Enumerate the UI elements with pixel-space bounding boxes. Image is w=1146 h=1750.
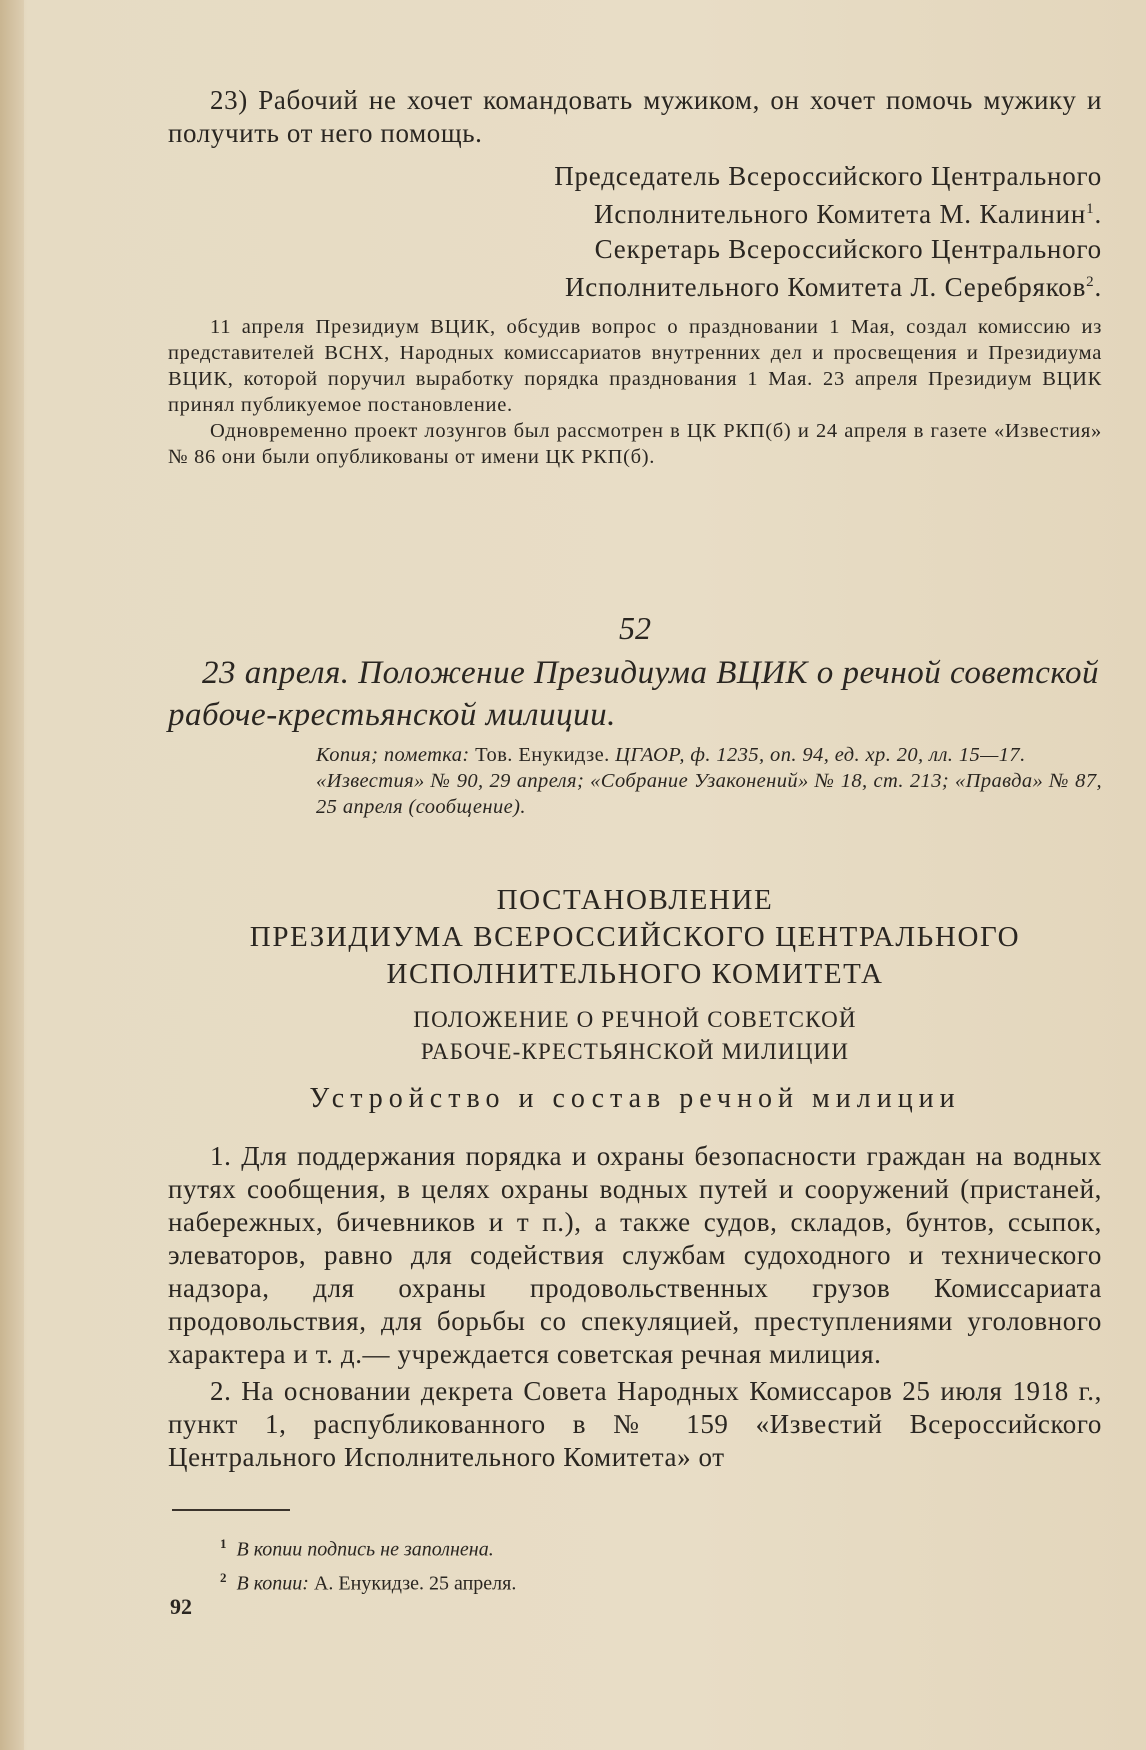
heading-line-3: ИСПОЛНИТЕЛЬНОГО КОМИТЕТА (386, 958, 884, 990)
document-title-block (168, 652, 1102, 736)
editorial-note (168, 314, 1102, 470)
document-title: 23 апреля. Положение Президиума ВЦИК о речной советской рабоче-крестьянской милиции. (168, 655, 1100, 733)
signature-2-line-1: Секретарь Всероссийского Центрального (594, 234, 1102, 264)
editorial-note-2: Одновременно проект лозунгов был рассмотрен в ЦК РКП(б) и 24 апреля в газете «Известия» № 86 они были опубликованы от имени ЦК РКП(б). (168, 420, 1102, 468)
signature-serebryakov (168, 233, 1102, 304)
source-archive: Копия; пометка: Тов. Енукидзе. ЦГАОР, ф. 1235, оп. 94, ед. хр. 20, лл. 15—17. (316, 744, 1026, 766)
signature-kalinin (168, 160, 1102, 231)
point-23-block (168, 84, 1102, 150)
document-number (168, 610, 1102, 647)
point-23-text: 23) Рабочий не хочет командовать мужиком, он хочет помочь мужику и получить от него помощь. (168, 85, 1102, 148)
signature-1-line-2: Исполнительного Комитета М. Калинин$^1$. (594, 199, 1102, 229)
section-title: Устройство и состав речной милиции (309, 1083, 961, 1114)
page-number: 92 (170, 1594, 192, 1619)
source-publications: «Известия» № 90, 29 апреля; «Собрание Узаконений» № 18, ст. 213; «Правда» № 87, 25 апреля (сообщение). (316, 770, 1102, 818)
footnote-divider (172, 1509, 290, 1511)
page-spine-shadow (0, 0, 24, 1750)
footnote-2: $^2$ В копии: А. Енукидзе. 25 апреля. (220, 1569, 517, 1595)
editorial-note-1: 11 апреля Президиум ВЦИК, обсудив вопрос о праздновании 1 Мая, создал комиссию из представителей ВСНХ, Народных комиссариатов внутренних дел и просвещения и Президиума ВЦИК, которой поручил выработку порядка празднования 1 Мая. 23 апреля Президиум ВЦИК принял публикуемое постановление. (168, 316, 1102, 416)
section-heading (168, 1083, 1102, 1115)
subheading-line-2: РАБОЧЕ-КРЕСТЬЯНСКОЙ МИЛИЦИИ (420, 1039, 850, 1064)
footnote-ref-2: 2 (1086, 274, 1095, 290)
decree-subheading (168, 1004, 1102, 1068)
heading-line-2: ПРЕЗИДИУМА ВСЕРОССИЙСКОГО ЦЕНТРАЛЬНОГО (249, 921, 1021, 953)
document-number-text: 52 (619, 610, 651, 646)
signature-2-line-2: Исполнительного Комитета Л. Серебряков$^2$. (565, 272, 1102, 302)
paragraph-2: 2. На основании декрета Совета Народных Комиссаров 25 июля 1918 г., пункт 1, распубликованного в № 159 «Известий Всероссийского Центрального Исполнительного Комитета» от (168, 1376, 1102, 1472)
signature-1-line-1: Председатель Всероссийского Центрального (554, 161, 1102, 191)
document-sources (168, 742, 1102, 820)
footnotes (168, 1530, 1102, 1597)
footnote-1: $^1$ В копии подпись не заполнена. (220, 1536, 494, 1561)
decree-heading (168, 882, 1102, 993)
decree-body (168, 1140, 1102, 1474)
subheading-line-1: ПОЛОЖЕНИЕ О РЕЧНОЙ СОВЕТСКОЙ (413, 1007, 857, 1032)
heading-line-1: ПОСТАНОВЛЕНИЕ (496, 884, 774, 916)
paragraph-1: 1. Для поддержания порядка и охраны безопасности граждан на водных путях сообщения, в целях охраны водных путей и сооружений (пристаней, набережных, бичевников и т п.), а также судов, складов, бунтов, ссыпок, элеваторов, равно для содействия службам судоходного и технического надзора, для охраны продовольственных грузов Комиссариата продовольствия, для борьбы со спекуляцией, преступлениями уголовного характера и т. д.— учреждается советская речная милиция. (168, 1141, 1102, 1369)
footnote-ref-1: 1 (1086, 201, 1095, 217)
